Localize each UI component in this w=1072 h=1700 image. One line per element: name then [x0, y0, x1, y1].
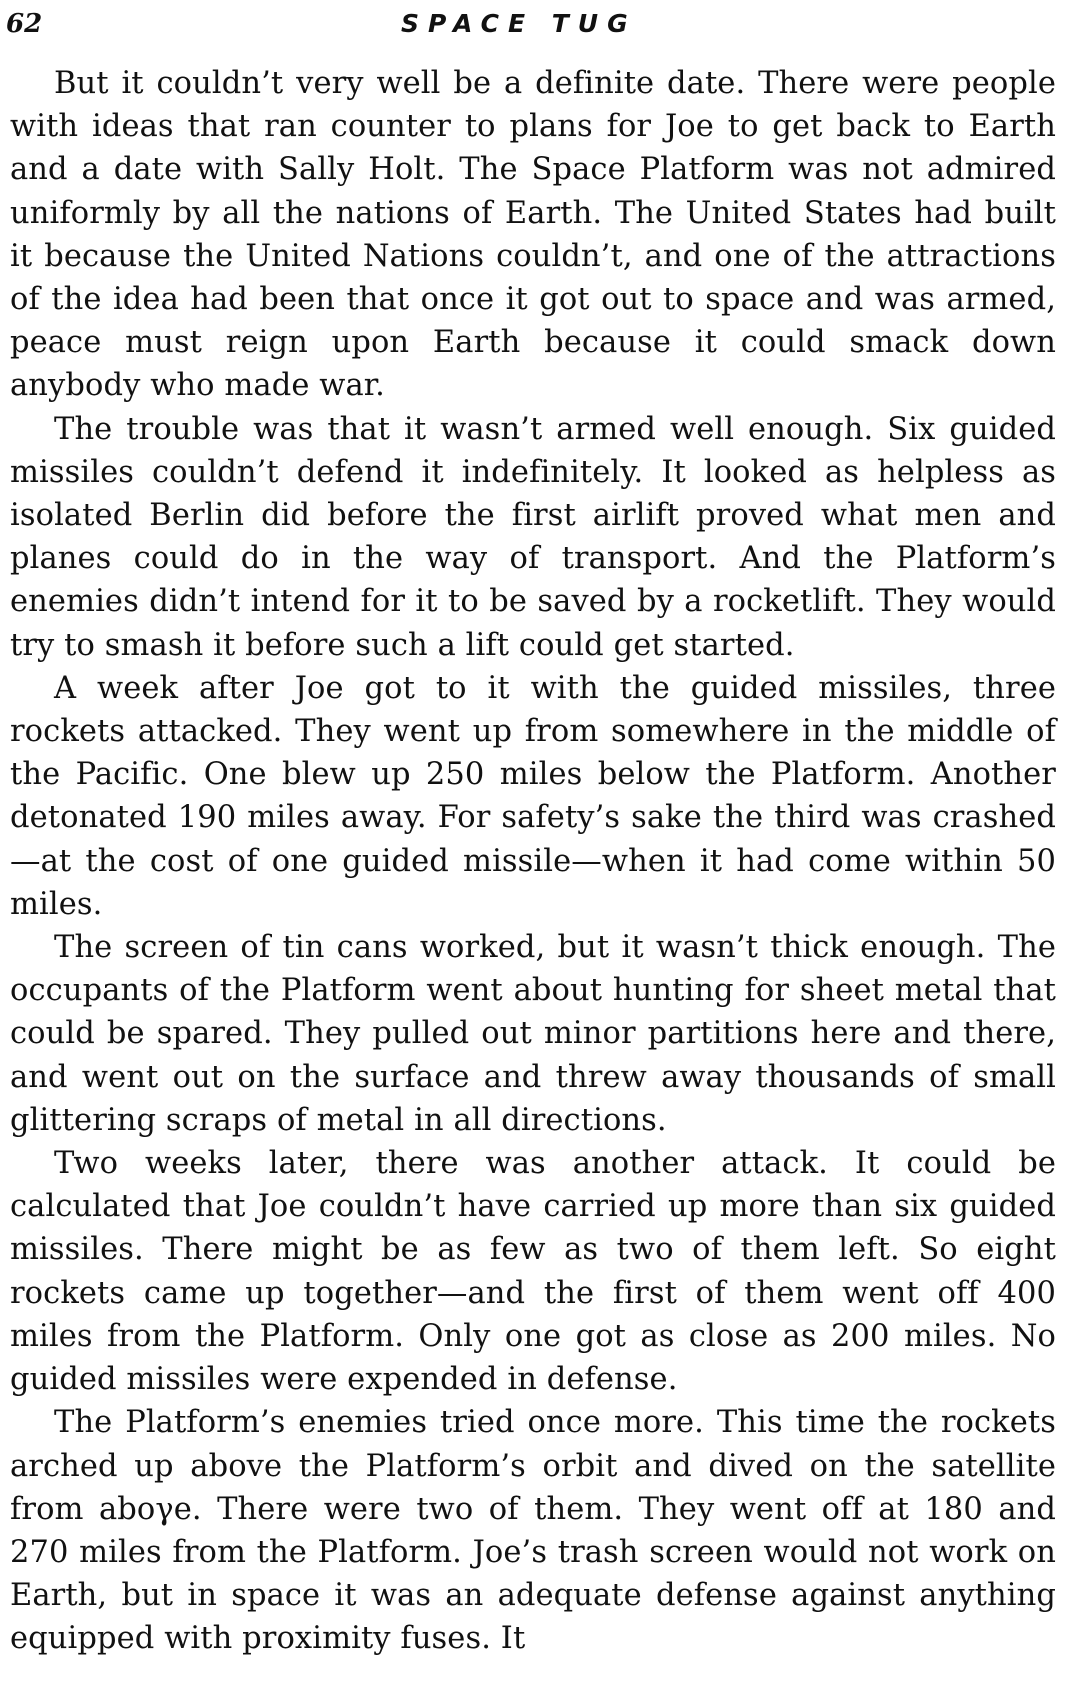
paragraph: But it couldn’t very well be a definite date. There were people with ideas that ran counter to plans for Joe to get back to Earth and a date with Sally Holt. The Space Platform was not admired uniformly by all the nations of Earth. The United States had built it because the United Nations couldn’t, and one of the attractions of the idea had been that once it got out to space and was armed, peace must reign upon Earth because it could smack down anybody who made war. [10, 66, 1056, 404]
running-title: SPACE TUG [401, 9, 637, 38]
paragraph: The trouble was that it wasn’t armed well enough. Six guided missiles couldn’t defend it indefinitely. It looked as helpless as isolated Berlin did before the first airlift proved what men and planes could do in the way of transport. And the Platform’s enemies didn’t intend for it to be saved by a rocketlift. They would try to smash it before such a lift could get started. [10, 411, 1056, 663]
page-header [6, 6, 1046, 46]
paragraph: Two weeks later, there was another attack. It could be calculated that Joe couldn’t have carried up more than six guided missiles. There might be as few as two of them left. So eight rockets came up together—and the first of them went off 400 miles from the Platform. Only one got as close as 200 miles. No guided missiles were expended in defense. [10, 1146, 1056, 1398]
page-number: 62 [6, 9, 43, 39]
paragraph: A week after Joe got to it with the guided missiles, three rockets attacked. They went up from somewhere in the middle of the Pacific. One blew up 250 miles below the Platform. Another detonated 190 miles away. For safety’s sake the third was crashed—at the cost of one guided missile—when it had come within 50 miles. [10, 670, 1056, 922]
paragraph: The screen of tin cans worked, but it wasn’t thick enough. The occupants of the Platform went about hunting for sheet metal that could be spared. They pulled out minor partitions here and there, and went out on the surface and threw away thousands of small glittering scraps of metal in all directions. [10, 930, 1056, 1138]
body-text [10, 62, 1056, 1661]
paragraph: The Platform’s enemies tried once more. This time the rockets arched up above the Platform’s orbit and dived on the satellite from aboγe. There were two of them. They went off at 180 and 270 miles from the Platform. Joe’s trash screen would not work on Earth, but in space it was an adequate defense against anything equipped with proximity fuses. It [10, 1405, 1056, 1657]
